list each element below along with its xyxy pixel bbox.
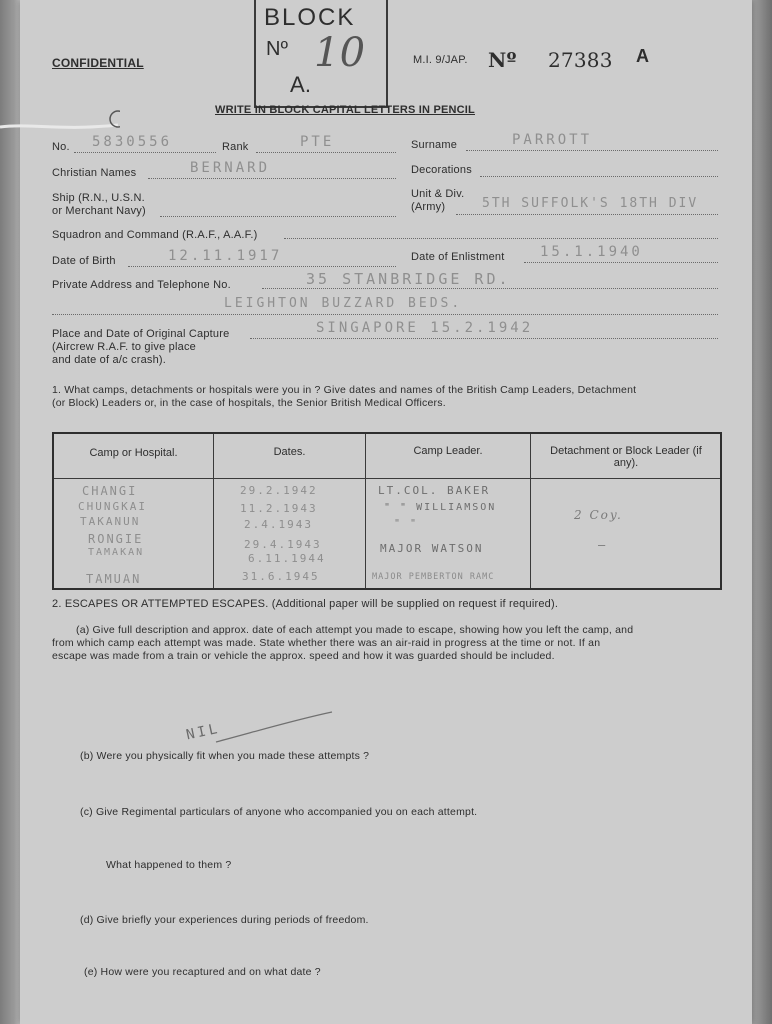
- form-suffix: A: [636, 46, 650, 66]
- confidential-label: CONFIDENTIAL: [52, 56, 144, 70]
- rank-label: Rank: [222, 141, 249, 153]
- string-tie: [0, 92, 120, 132]
- unit-line: [456, 214, 718, 215]
- squadron-line: [284, 238, 718, 239]
- question-1-line-2: (or Block) Leaders or, in the case of hospitals, the Senior British Medical Officers.: [52, 397, 446, 409]
- block-word: BLOCK: [264, 4, 356, 31]
- enlistment-label: Date of Enlistment: [411, 251, 505, 263]
- unit-label-1: Unit & Div.: [411, 188, 465, 200]
- dates-cell: 29.4.1943: [244, 538, 322, 551]
- block-no-label: Nº: [266, 38, 289, 60]
- header-divider: [54, 478, 720, 479]
- header-camp: Camp or Hospital.: [89, 447, 178, 459]
- christian-line: [148, 178, 396, 179]
- leader-cell: " ": [394, 518, 419, 529]
- header-detachment: Detachment or Block Leader (if any).: [550, 445, 702, 469]
- dob-value: 12.11.1917: [168, 248, 283, 264]
- dob-line: [128, 266, 396, 267]
- detachment-cell: 2 Coy.: [574, 508, 623, 522]
- enlistment-value: 15.1.1940: [540, 244, 643, 260]
- question-2a-answer: NIL: [184, 720, 222, 744]
- ship-label-2: or Merchant Navy): [52, 205, 146, 217]
- camps-table: [52, 432, 722, 590]
- col-divider-3: [530, 434, 531, 588]
- camp-cell: CHANGI: [82, 484, 138, 498]
- address-label: Private Address and Telephone No.: [52, 279, 231, 291]
- no-line: [74, 152, 216, 153]
- answer-underline: [214, 708, 334, 748]
- question-2a-line-1: (a) Give full description and approx. date of each attempt you made to escape, showing how you left the camp, and: [76, 624, 634, 636]
- question-2d: (d) Give briefly your experiences during periods of freedom.: [80, 914, 369, 926]
- camp-cell: RONGIE: [88, 532, 144, 546]
- header-camp-leader: Camp Leader.: [413, 445, 483, 457]
- dates-cell: 11.2.1943: [240, 502, 318, 515]
- surname-line: [466, 150, 718, 151]
- dates-cell: 2.4.1943: [244, 518, 313, 531]
- address-value-1: 35 STANBRIDGE RD.: [306, 270, 511, 288]
- question-2c: (c) Give Regimental particulars of anyone who accompanied you on each attempt.: [80, 806, 478, 818]
- no-value: 5830556: [92, 134, 173, 150]
- rank-value: PTE: [300, 134, 335, 150]
- unit-label-2: (Army): [411, 201, 446, 213]
- block-letter: A.: [290, 72, 312, 97]
- dob-label: Date of Birth: [52, 255, 116, 267]
- capture-label-3: and date of a/c crash).: [52, 354, 167, 366]
- question-2c-sub: What happened to them ?: [106, 859, 232, 871]
- leader-cell: MAJOR PEMBERTON RAMC: [372, 572, 495, 582]
- capture-value: SINGAPORE 15.2.1942: [316, 320, 534, 336]
- squadron-label: Squadron and Command (R.A.F., A.A.F.): [52, 229, 258, 241]
- question-2b: (b) Were you physically fit when you made these attempts ?: [80, 750, 370, 762]
- unit-value: 5TH SUFFOLK'S 18TH DIV: [482, 196, 699, 211]
- christian-names-value: BERNARD: [190, 160, 271, 176]
- leader-cell: " " WILLIAMSON: [384, 502, 497, 513]
- question-2-title: 2. ESCAPES OR ATTEMPTED ESCAPES. (Additional paper will be supplied on request if required).: [52, 598, 559, 610]
- enlistment-line: [524, 262, 718, 263]
- decorations-label: Decorations: [411, 164, 472, 176]
- question-2a-line-3: escape was made from a train or vehicle the approx. speed and how it was guarded should be included.: [52, 650, 555, 662]
- decorations-line: [480, 176, 718, 177]
- question-2e: (e) How were you recaptured and on what date ?: [84, 966, 321, 978]
- camp-cell: TAKANUN: [80, 515, 141, 528]
- instruction-heading: WRITE IN BLOCK CAPITAL LETTERS IN PENCIL: [215, 104, 475, 116]
- camp-cell: TAMAKAN: [88, 547, 145, 558]
- question-1-line-1: 1. What camps, detachments or hospitals were you in ? Give dates and names of the British Camp Leaders, Detachment: [52, 384, 637, 396]
- no-label: No.: [52, 141, 70, 153]
- address-value-2: LEIGHTON BUZZARD BEDS.: [224, 296, 463, 311]
- block-no-value: 10: [314, 30, 366, 76]
- dates-cell: 31.6.1945: [242, 570, 320, 583]
- address-line-1: [262, 288, 718, 289]
- header-dates: Dates.: [273, 446, 306, 458]
- ship-line: [160, 216, 396, 217]
- camp-cell: TAMUAN: [86, 572, 142, 586]
- form-reference: M.I. 9/JAP.: [413, 54, 468, 66]
- address-line-2: [52, 314, 718, 315]
- question-2a-line-2: from which camp each attempt was made. State whether there was an air-raid in progress at the time or not. If an: [52, 637, 601, 649]
- capture-label-1: Place and Date of Original Capture: [52, 328, 230, 340]
- number-prefix: Nº: [488, 48, 517, 72]
- rank-line: [256, 152, 396, 153]
- col-divider-2: [365, 434, 366, 588]
- dates-cell: 29.2.1942: [240, 484, 318, 497]
- leader-cell: LT.COL. BAKER: [378, 484, 491, 497]
- christian-names-label: Christian Names: [52, 167, 137, 179]
- surname-value: PARROTT: [512, 132, 593, 148]
- detachment-cell: —: [598, 538, 608, 552]
- capture-line: [250, 338, 718, 339]
- camp-cell: CHUNGKAI: [78, 500, 147, 513]
- form-number: 27383: [548, 48, 613, 72]
- leader-cell: MAJOR WATSON: [380, 542, 484, 555]
- ship-label-1: Ship (R.N., U.S.N.: [52, 192, 145, 204]
- surname-label: Surname: [411, 139, 458, 151]
- capture-label-2: (Aircrew R.A.F. to give place: [52, 341, 196, 353]
- block-stamp: [254, 0, 388, 108]
- dates-cell: 6.11.1944: [248, 552, 326, 565]
